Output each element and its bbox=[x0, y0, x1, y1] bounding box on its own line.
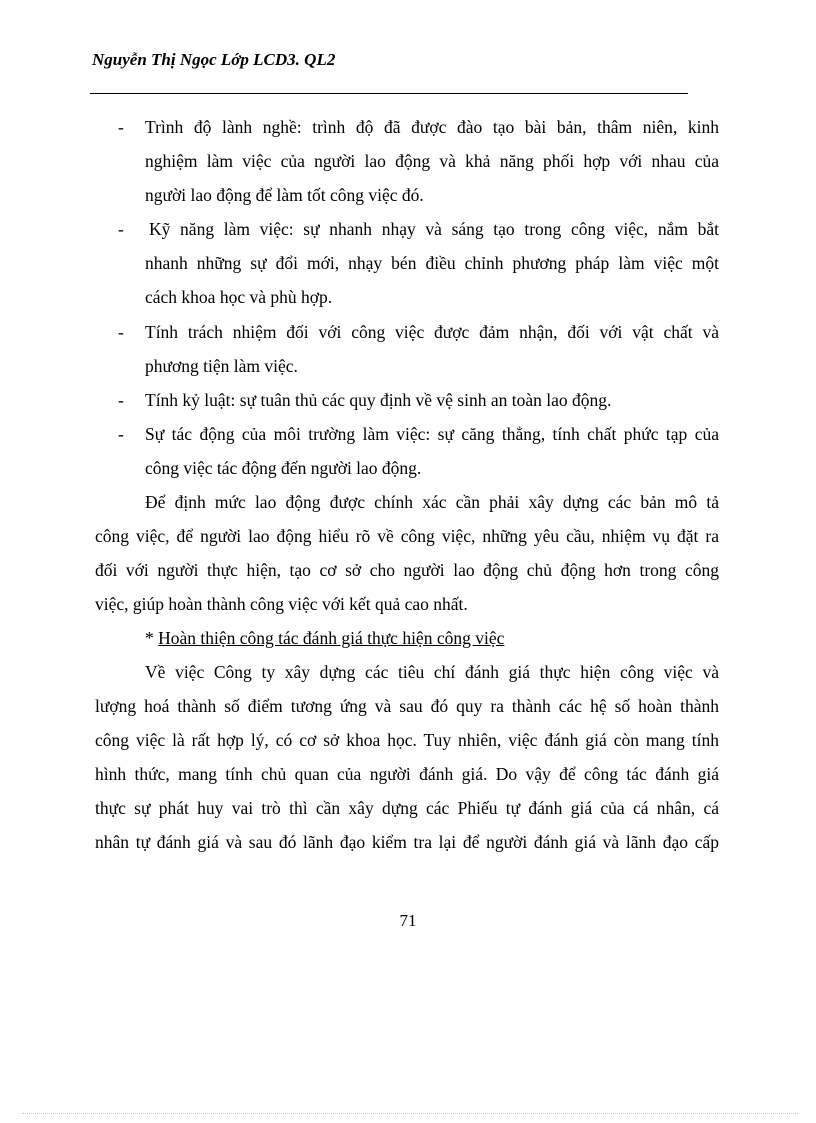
bullet-3-line-1: Tính trách nhiệm đối với công việc được đảm nhận, đối với vật chất và bbox=[145, 322, 719, 342]
paragraph-2-line-6: nhân tự đánh giá và sau đó lãnh đạo kiểm tra lại để người đánh giá và lãnh đạo cấp bbox=[95, 832, 719, 852]
paragraph-1-line-1: Để định mức lao động được chính xác cần phải xây dựng các bản mô tả bbox=[145, 492, 719, 512]
paragraph-1-line-4: việc, giúp hoàn thành công việc với kết quả cao nhất. bbox=[95, 594, 468, 614]
bullet-marker: - bbox=[118, 219, 124, 239]
bullet-3-line-2: phương tiện làm việc. bbox=[145, 356, 298, 376]
bullet-2-line-1: Kỹ năng làm việc: sự nhanh nhạy và sáng tạo trong công việc, nắm bắt bbox=[149, 219, 719, 239]
bullet-1-line-1: Trình độ lành nghề: trình độ đã được đào tạo bài bản, thâm niên, kinh bbox=[145, 117, 719, 137]
bullet-marker: - bbox=[118, 117, 124, 137]
paragraph-2-line-1: Về việc Công ty xây dựng các tiêu chí đánh giá thực hiện công việc và bbox=[145, 662, 719, 682]
heading-text: Hoàn thiện công tác đánh giá thực hiện công việc bbox=[158, 628, 505, 648]
paragraph-1-line-3: đối với người thực hiện, tạo cơ sở cho người lao động chủ động hơn trong công bbox=[95, 560, 719, 580]
paragraph-2-line-2: lượng hoá thành số điểm tương ứng và sau đó quy ra thành các hệ số hoàn thành bbox=[95, 696, 719, 716]
bullet-2-line-2: nhanh những sự đổi mới, nhạy bén điều chỉnh phương pháp làm việc một bbox=[145, 253, 719, 273]
bullet-marker: - bbox=[118, 390, 124, 410]
bullet-5-line-2: công việc tác động đến người lao động. bbox=[145, 458, 422, 478]
bullet-4-line-1: Tính kỷ luật: sự tuân thủ các quy định về vệ sinh an toàn lao động. bbox=[145, 390, 612, 410]
paragraph-1-line-2: công việc, để người lao động hiểu rõ về công việc, những yêu cầu, nhiệm vụ đặt ra bbox=[95, 526, 719, 546]
section-heading bbox=[145, 628, 504, 649]
footer-dotted-line bbox=[22, 1113, 798, 1114]
header-divider bbox=[90, 93, 688, 94]
paragraph-2-line-4: hình thức, mang tính chủ quan của người đánh giá. Do vậy để công tác đánh giá bbox=[95, 764, 719, 784]
bullet-1-line-3: người lao động để làm tốt công việc đó. bbox=[145, 185, 424, 205]
heading-marker: * bbox=[145, 628, 154, 648]
bullet-1-line-2: nghiệm làm việc của người lao động và khả năng phối hợp với nhau của bbox=[145, 151, 719, 171]
bullet-5-line-1: Sự tác động của môi trường làm việc: sự căng thẳng, tính chất phức tạp của bbox=[145, 424, 719, 444]
bullet-marker: - bbox=[118, 424, 124, 444]
paragraph-2-line-5: thực sự phát huy vai trò thì cần xây dựng các Phiếu tự đánh giá của cá nhân, cá bbox=[95, 798, 719, 818]
page-number: 71 bbox=[399, 911, 417, 930]
running-header: Nguyễn Thị Ngọc Lớp LCD3. QL2 bbox=[92, 50, 336, 69]
paragraph-2-line-3: công việc là rất hợp lý, có cơ sở khoa học. Tuy nhiên, việc đánh giá còn mang tính bbox=[95, 730, 719, 750]
bullet-2-line-3: cách khoa học và phù hợp. bbox=[145, 287, 333, 307]
bullet-marker: - bbox=[118, 322, 124, 342]
